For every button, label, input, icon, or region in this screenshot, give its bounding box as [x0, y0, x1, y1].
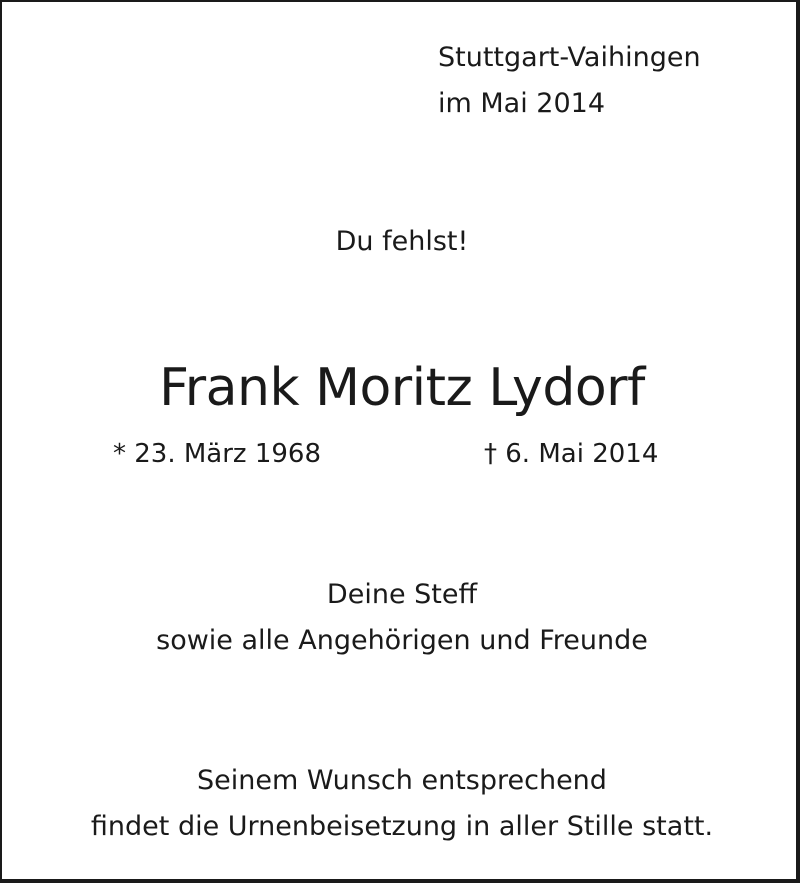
deceased-name: Frank Moritz Lydorf	[159, 358, 645, 418]
mourner-others: sowie alle Angehörigen und Freunde	[156, 625, 648, 656]
funeral-note-line2: findet die Urnenbeisetzung in aller Stille statt.	[90, 811, 714, 842]
date-text: im Mai 2014	[438, 88, 606, 119]
mourner-primary: Deine Steff	[326, 579, 478, 610]
intro-text: Du fehlst!	[335, 226, 469, 257]
location-text: Stuttgart-Vaihingen	[438, 42, 701, 73]
birth-date: * 23. März 1968	[113, 439, 322, 469]
death-date: † 6. Mai 2014	[484, 439, 659, 469]
funeral-note-line1: Seinem Wunsch entsprechend	[197, 765, 607, 796]
